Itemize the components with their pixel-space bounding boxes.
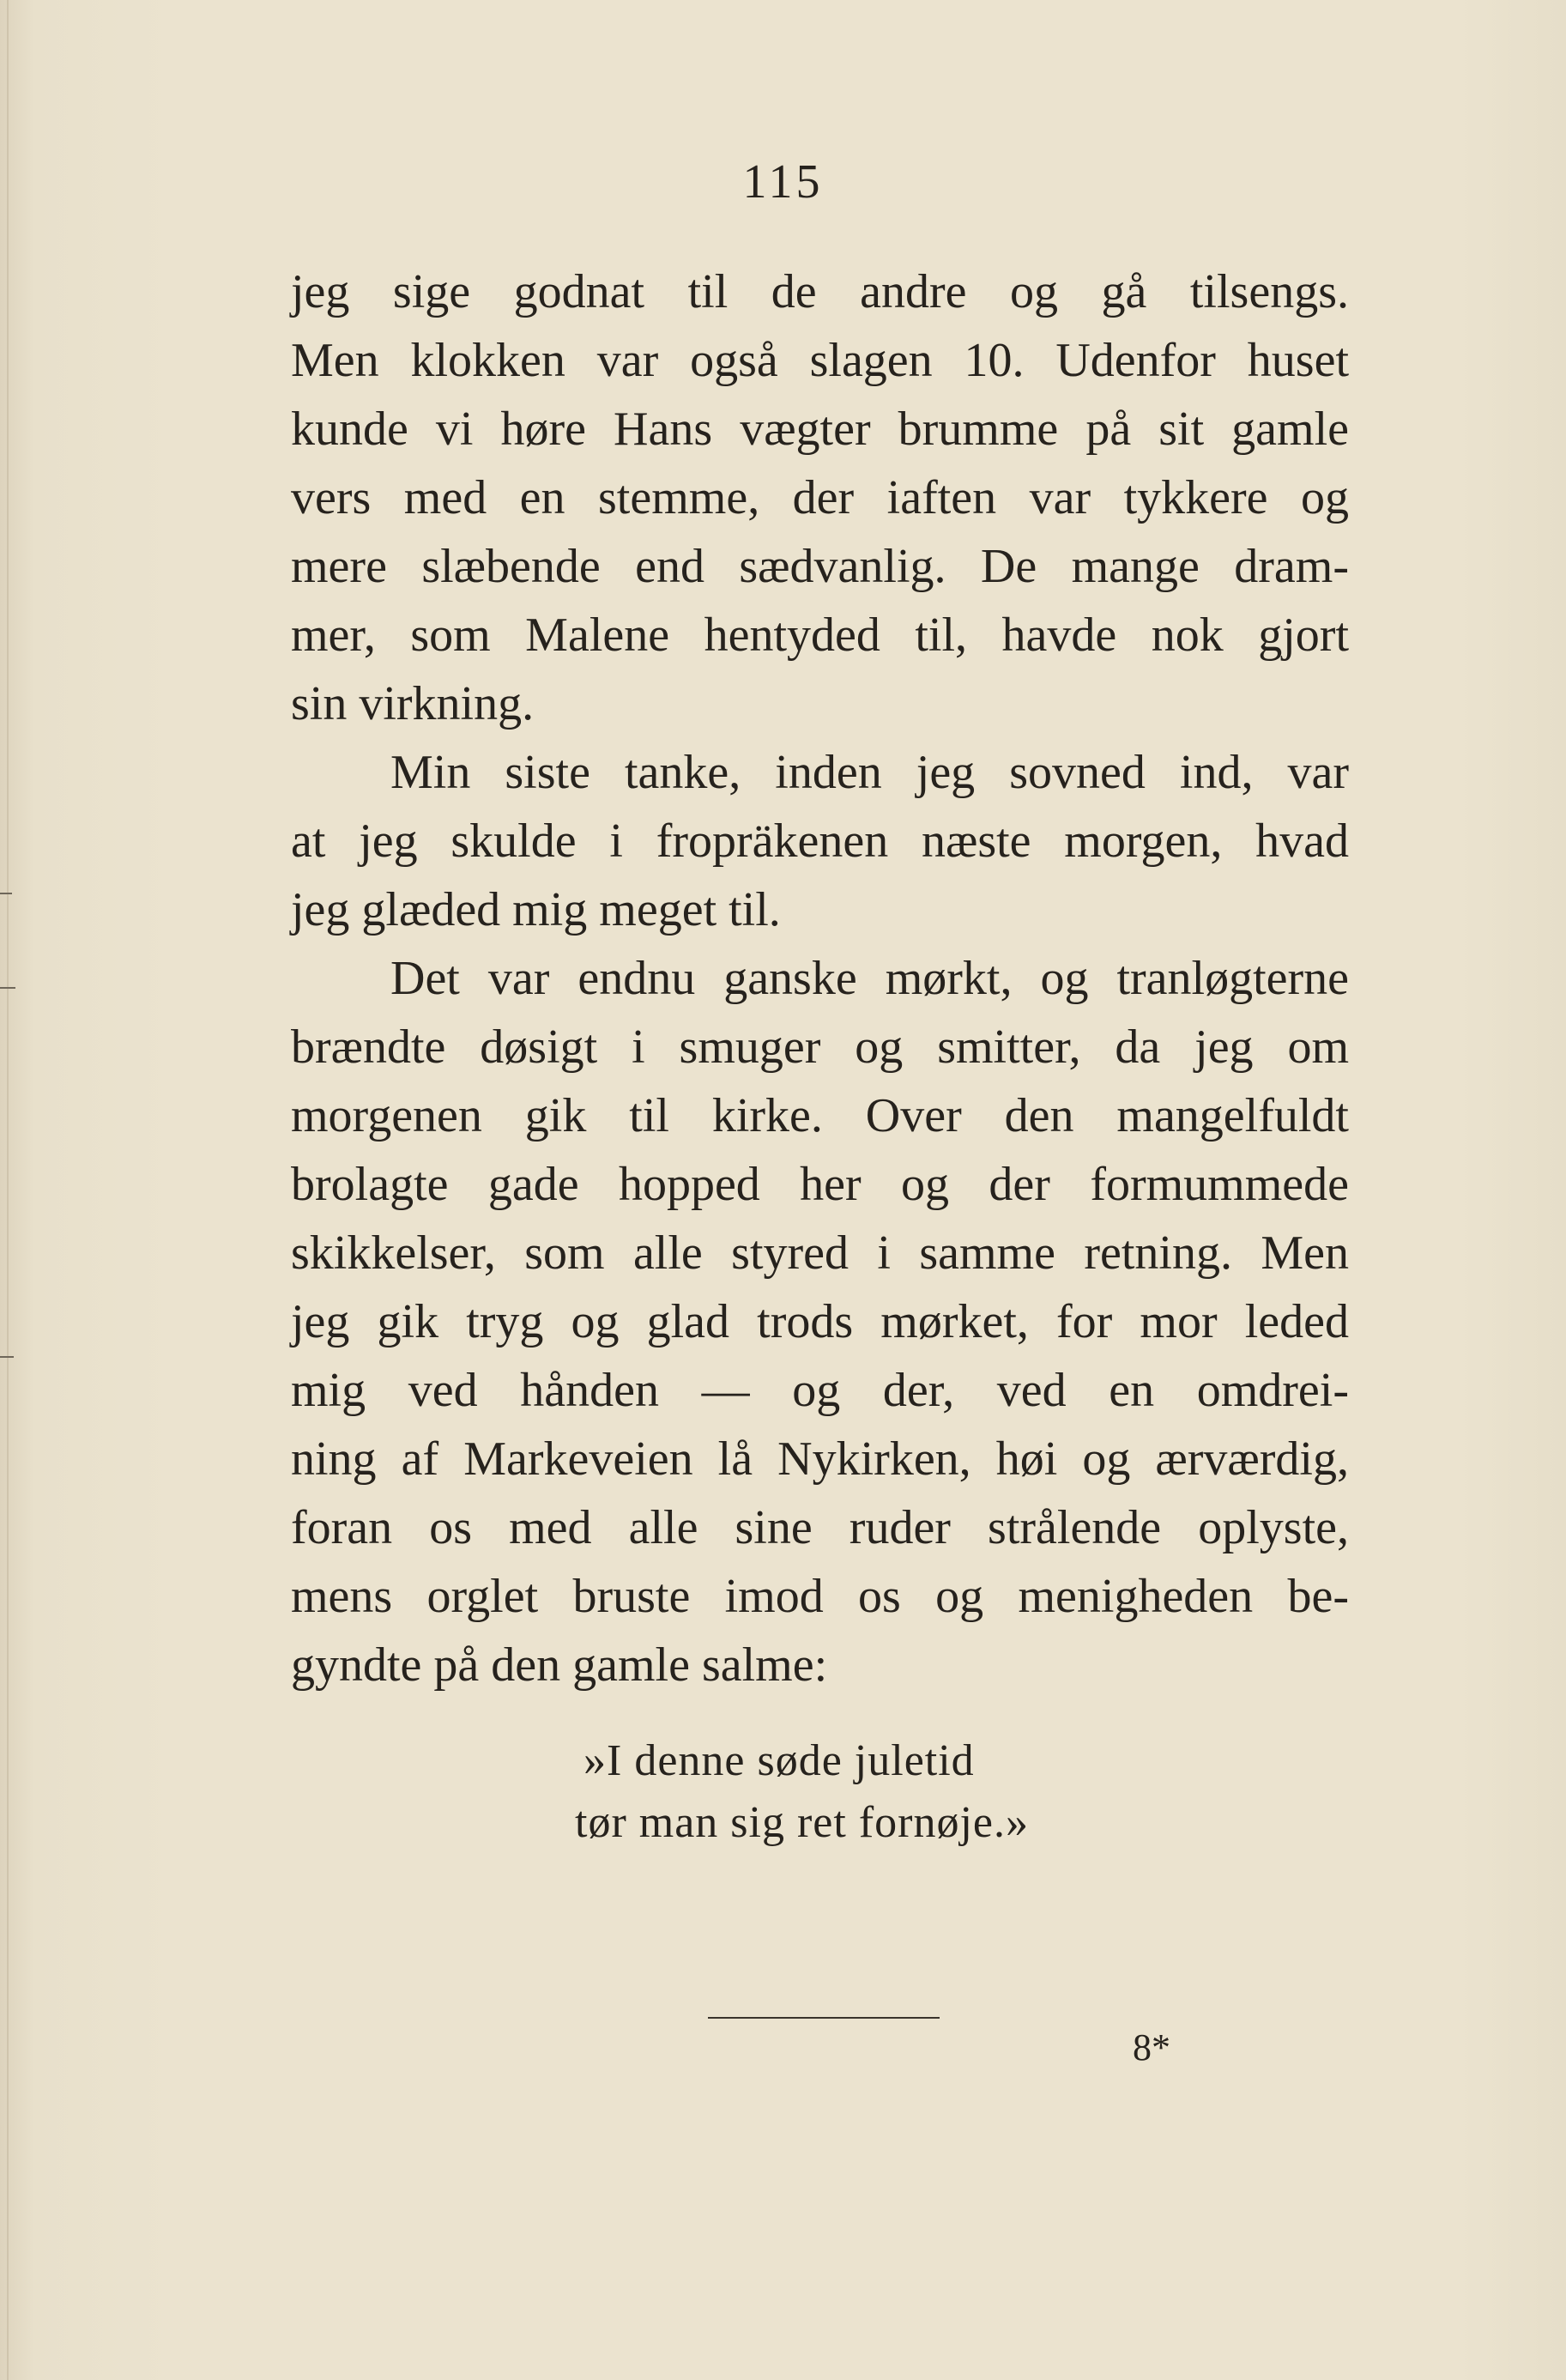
text-line: jeg glæded mig meget til.	[291, 883, 781, 936]
edge-mark	[0, 987, 15, 989]
text-line: morgenen gik til kirke. Over den mangelfuldt	[291, 1089, 1349, 1142]
text-line: brolagte gade hopped her og der formummede	[291, 1158, 1349, 1211]
text-line: at jeg skulde i fropräkenen næste morgen, hvad	[291, 815, 1349, 868]
text-line: mig ved hånden — og der, ved en omdrei-	[291, 1364, 1349, 1417]
page-gutter-edge	[7, 0, 9, 2380]
text-line: jeg gik tryg og glad trods mørket, for mor leded	[291, 1295, 1349, 1348]
edge-mark	[0, 1356, 14, 1358]
text-line: Det var endnu ganske mørkt, og tranløgterne	[390, 952, 1349, 1005]
text-line: Men klokken var også slagen 10. Udenfor huset	[291, 334, 1349, 387]
text-line: mens orglet bruste imod os og menigheden be-	[291, 1570, 1349, 1623]
text-line: jeg sige godnat til de andre og gå tilsengs.	[291, 265, 1349, 318]
text-line: mere slæbende end sædvanlig. De mange dram-	[291, 540, 1349, 593]
verse-line: »I denne søde juletid	[583, 1736, 975, 1785]
text-line: foran os med alle sine ruder strålende oplyste,	[291, 1501, 1349, 1554]
text-line: sin virkning.	[291, 677, 535, 730]
text-line: brændte døsigt i smuger og smitter, da jeg om	[291, 1020, 1349, 1074]
text-line: ning af Markeveien lå Nykirken, høi og ærværdig,	[291, 1432, 1349, 1486]
text-line: Min siste tanke, inden jeg sovned ind, var	[390, 746, 1349, 799]
text-line: skikkelser, som alle styred i samme retning. Men	[291, 1226, 1349, 1280]
text-line: vers med en stemme, der iaften var tykkere og	[291, 471, 1349, 524]
signature-mark: 8*	[1133, 2026, 1170, 2068]
text-line: gyndte på den gamle salme:	[291, 1638, 828, 1692]
footer-rule	[708, 2017, 940, 2019]
verse-line: tør man sig ret fornøje.»	[575, 1798, 1029, 1847]
page-number: 115	[742, 155, 824, 209]
edge-mark	[0, 893, 12, 894]
text-line: mer, som Malene hentyded til, havde nok gjort	[291, 609, 1349, 662]
text-line: kunde vi høre Hans vægter brumme på sit gamle	[291, 403, 1349, 456]
